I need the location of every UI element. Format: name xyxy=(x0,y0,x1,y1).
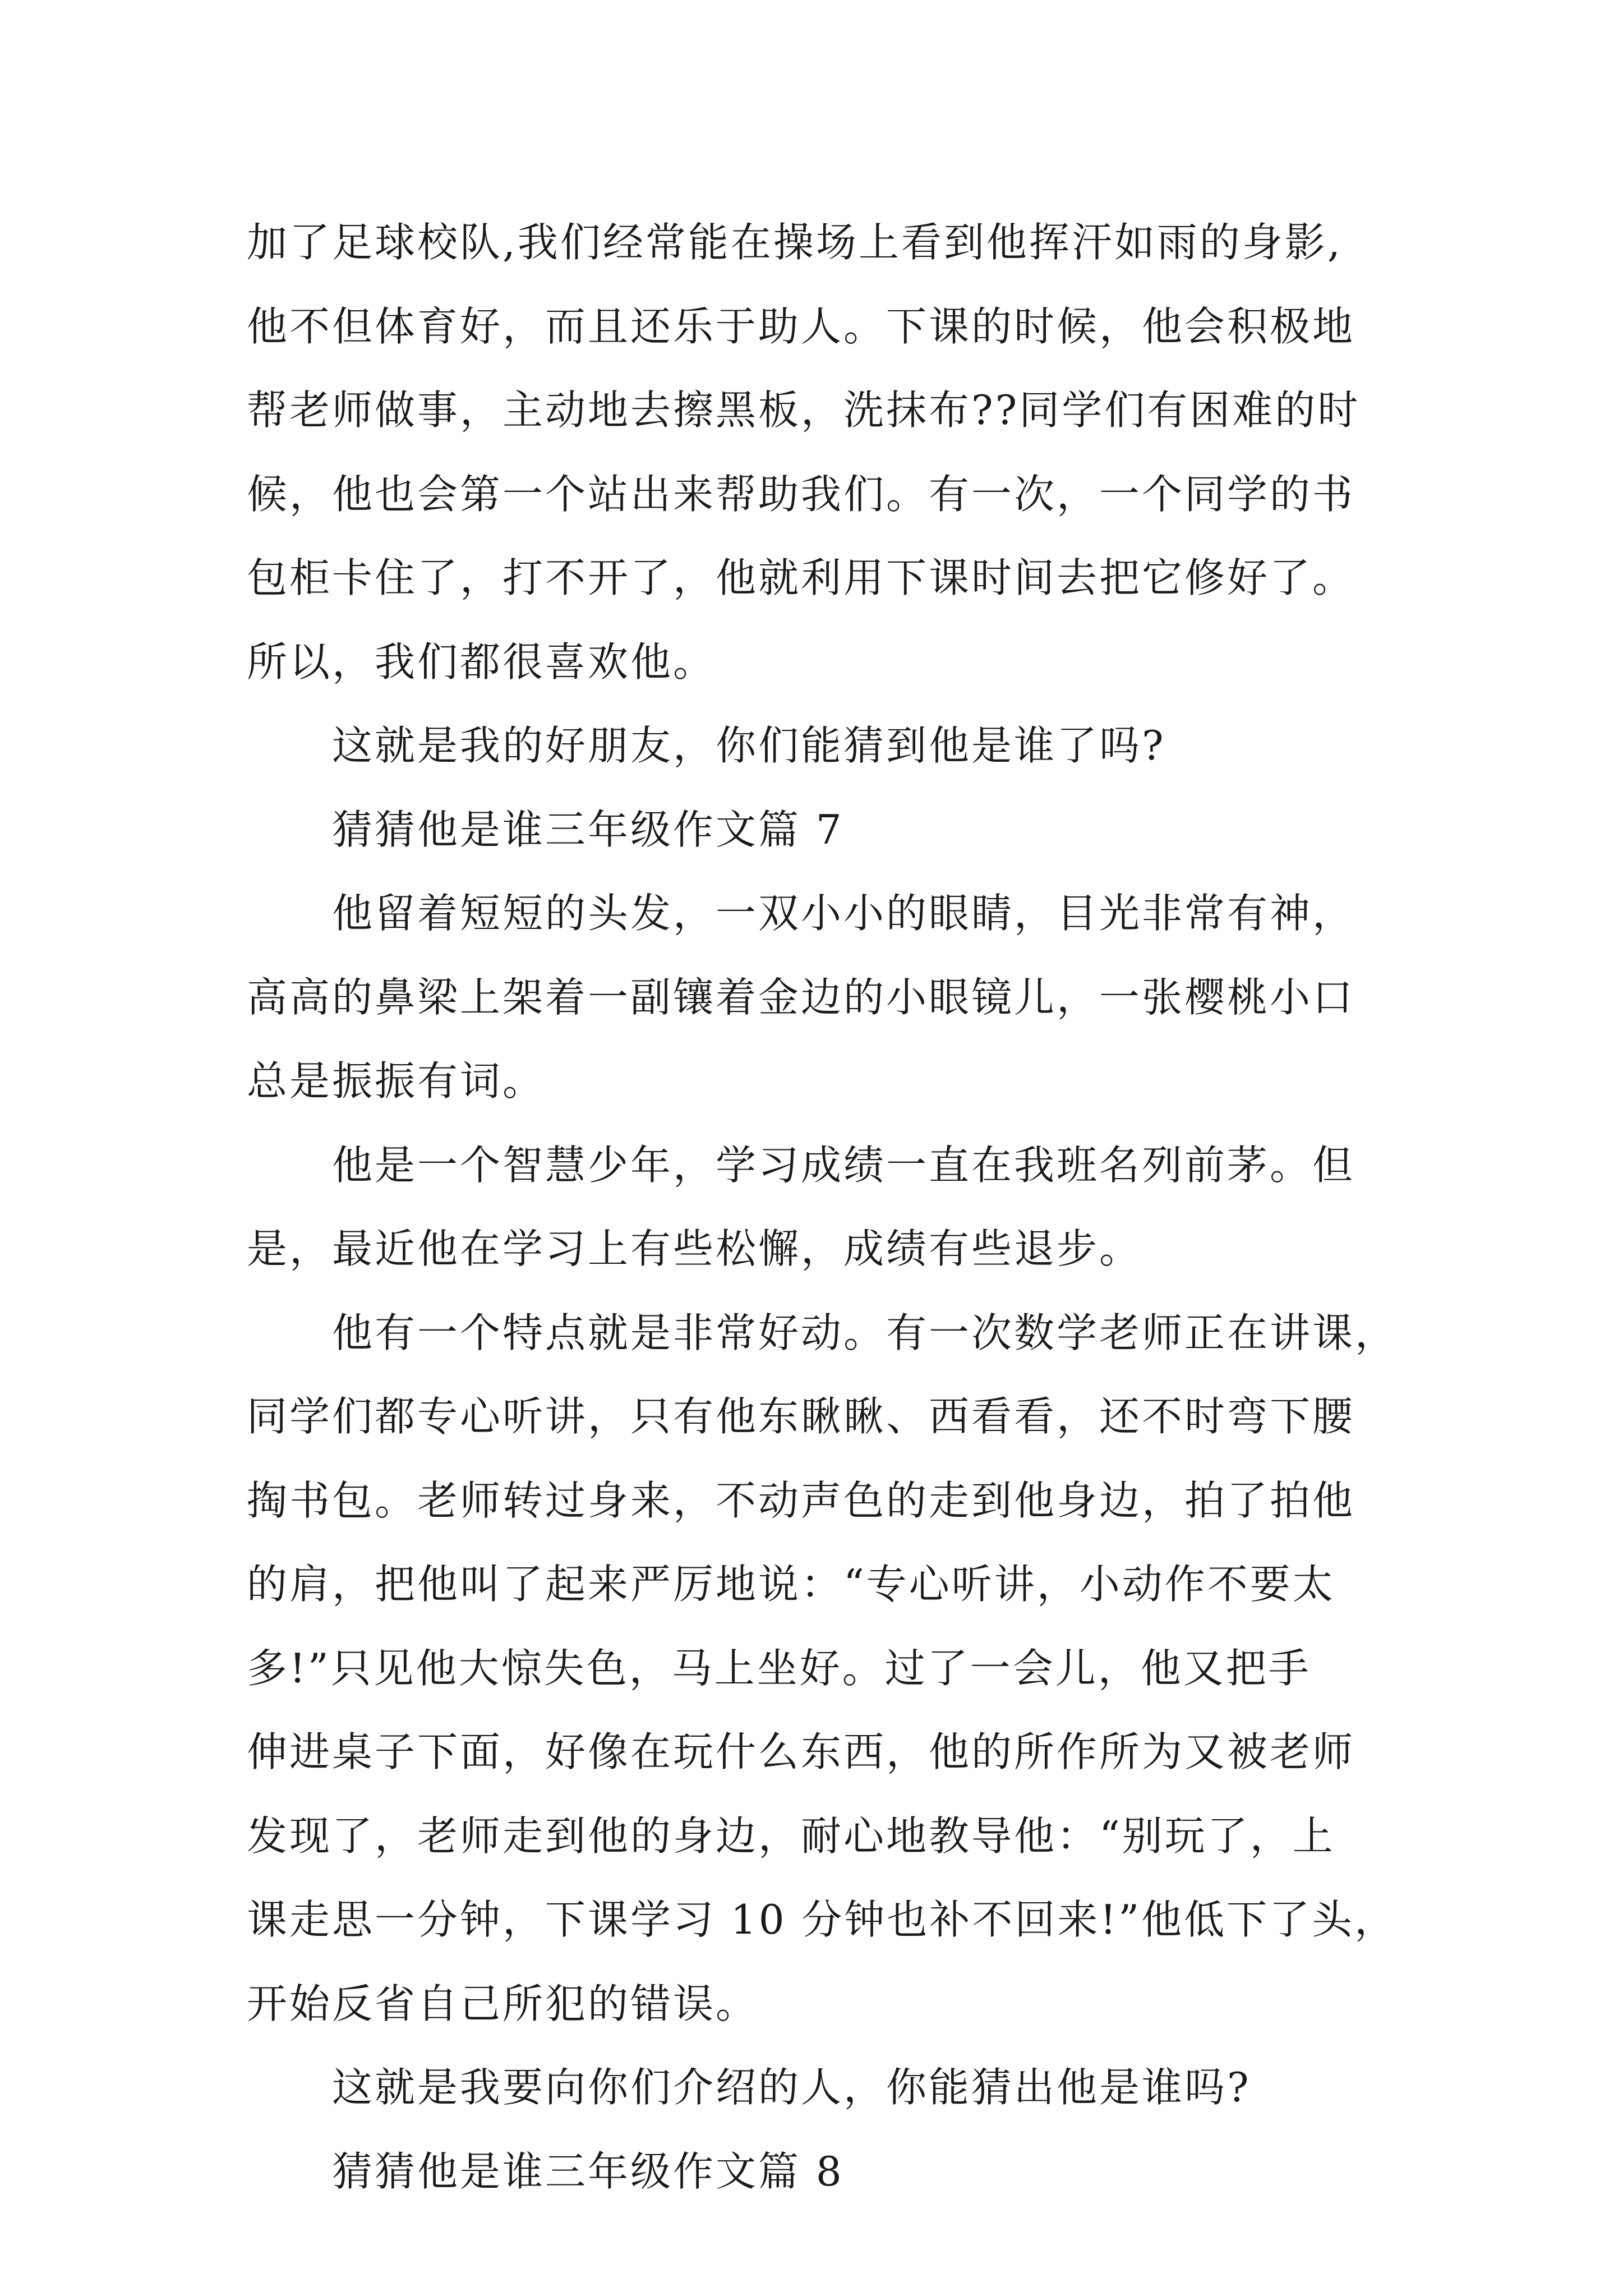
text-line: 伸进桌子下面，好像在玩什么东西，他的所作所为又被老师 xyxy=(247,1728,1355,1775)
text-line: 同学们都专心听讲，只有他东瞅瞅、西看看，还不时弯下腰 xyxy=(247,1393,1355,1440)
text-line: 的肩，把他叫了起来严厉地说：“专心听讲，小动作不要太 xyxy=(247,1561,1335,1608)
text-line: 高高的鼻梁上架着一副镶着金边的小眼镜儿，一张樱桃小口 xyxy=(247,973,1355,1021)
text-line: 候，他也会第一个站出来帮助我们。有一次，一个同学的书 xyxy=(247,470,1355,518)
text-line: 他不但体育好，而且还乐于助人。下课的时候，他会积极地 xyxy=(247,302,1355,350)
text-line: 这就是我的好朋友，你们能猜到他是谁了吗? xyxy=(332,722,1166,769)
text-line: 他留着短短的头发，一双小小的眼睛，目光非常有神， xyxy=(332,890,1355,937)
text-line: 多!”只见他大惊失色，马上坐好。过了一会儿，他又把手 xyxy=(247,1644,1311,1692)
text-line: 开始反省自己所犯的错误。 xyxy=(247,1980,759,2027)
text-line: 猜猜他是谁三年级作文篇 7 xyxy=(332,806,844,853)
text-line: 课走思一分钟，下课学习 10 分钟也补不回来!”他低下了头， xyxy=(247,1896,1398,1943)
text-line: 所以，我们都很喜欢他。 xyxy=(247,638,716,685)
text-line: 他是一个智慧少年，学习成绩一直在我班名列前茅。但 xyxy=(332,1141,1355,1189)
essay-body xyxy=(247,201,1424,2214)
text-line: 包柜卡住了，打不开了，他就利用下课时间去把它修好了。 xyxy=(247,554,1355,601)
text-line: 掏书包。老师转过身来，不动声色的走到他身边，拍了拍他 xyxy=(247,1476,1355,1524)
text-line: 总是振振有词。 xyxy=(247,1057,546,1105)
text-line: 发现了，老师走到他的身边，耐心地教导他：“别玩了，上 xyxy=(247,1812,1335,1860)
text-line: 帮老师做事，主动地去擦黑板，洗抹布??同学们有困难的时 xyxy=(247,386,1361,434)
text-line: 他有一个特点就是非常好动。有一次数学老师正在讲课， xyxy=(332,1309,1398,1356)
text-line: 这就是我要向你们介绍的人，你能猜出他是谁吗? xyxy=(332,2064,1251,2111)
text-line: 是，最近他在学习上有些松懈，成绩有些退步。 xyxy=(247,1225,1142,1272)
text-line: 加了足球校队,我们经常能在操场上看到他挥汗如雨的身影, xyxy=(247,219,1343,266)
text-line: 猜猜他是谁三年级作文篇 8 xyxy=(332,2147,844,2195)
